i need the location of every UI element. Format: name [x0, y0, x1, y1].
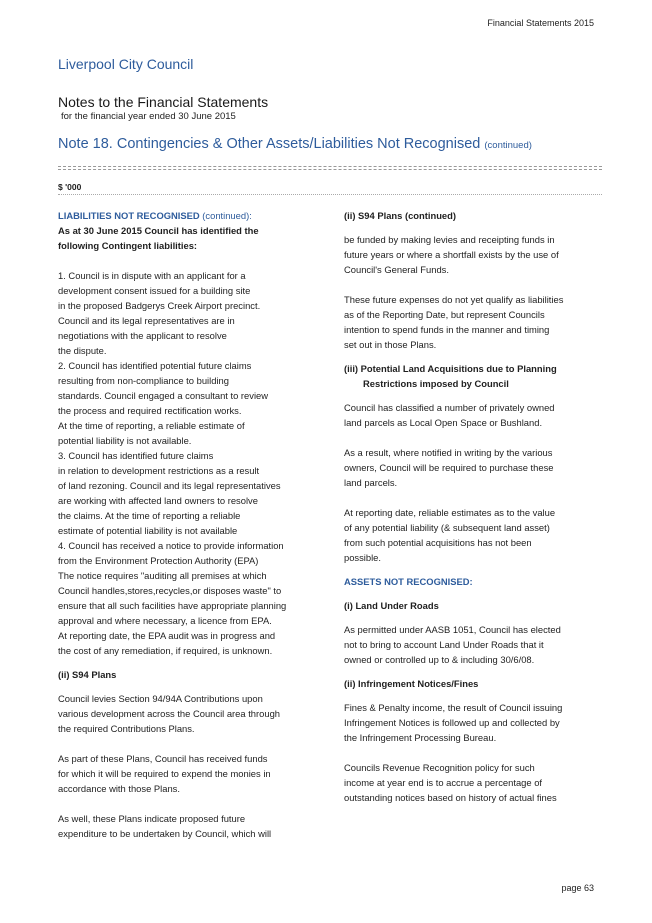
- text-line: The notice requires "auditing all premises at which: [58, 570, 267, 581]
- text-line: As at 30 June 2015 Council has identified the: [58, 225, 259, 236]
- contingency-item-2: [58, 358, 320, 448]
- text-line: of any potential liability (& subsequent land asset): [344, 522, 550, 533]
- council-name: Liverpool City Council: [58, 56, 194, 72]
- text-line: Restrictions imposed by Council: [363, 378, 509, 389]
- s94-plans-heading: (ii) S94 Plans: [58, 669, 117, 680]
- text-line: owners, Council will be required to purchase these: [344, 462, 554, 473]
- currency-divider: [58, 194, 602, 195]
- left-column: [58, 208, 320, 841]
- text-line: expenditure to be undertaken by Council, which will: [58, 828, 272, 839]
- text-line: the required Contributions Plans.: [58, 723, 195, 734]
- land-acquisitions-paragraph-1: [344, 400, 606, 430]
- text-line: estimate of potential liability is not available: [58, 525, 238, 536]
- text-line: the claims. At the time of reporting a reliable: [58, 510, 241, 521]
- text-line: land parcels as Local Open Space or Bushland.: [344, 417, 543, 428]
- s94-plans-continued-heading: (ii) S94 Plans (continued): [344, 210, 456, 221]
- text-line: be funded by making levies and receipting funds in: [344, 234, 555, 245]
- s94-continued-paragraph-1: [344, 232, 606, 277]
- text-line: 1. Council is in dispute with an applicant for a: [58, 270, 246, 281]
- currency-unit: $ '000: [58, 182, 82, 192]
- text-line: Infringement Notices is followed up and collected by: [344, 717, 560, 728]
- text-line: following Contingent liabilities:: [58, 240, 198, 251]
- text-line: standards. Council engaged a consultant to review: [58, 390, 269, 401]
- text-line: Council's General Funds.: [344, 264, 449, 275]
- note-title: [58, 136, 532, 152]
- text-line: the dispute.: [58, 345, 107, 356]
- text-line: At reporting date, reliable estimates as to the value: [344, 507, 556, 518]
- header-divider-bottom: [58, 169, 602, 170]
- text-line: As a result, where notified in writing by the various: [344, 447, 553, 458]
- text-line: not to bring to account Land Under Roads that it: [344, 639, 544, 650]
- text-line: At the time of reporting, a reliable estimate of: [58, 420, 245, 431]
- text-line: as of the Reporting Date, but represent Councils: [344, 309, 545, 320]
- text-line: accordance with those Plans.: [58, 783, 180, 794]
- text-line: the process and required rectification works.: [58, 405, 242, 416]
- land-under-roads-paragraph: [344, 622, 606, 667]
- text-line: As well, these Plans indicate proposed future: [58, 813, 246, 824]
- text-line: development consent issued for a building site: [58, 285, 251, 296]
- text-line: Councils Revenue Recognition policy for such: [344, 762, 535, 773]
- page-number: page 63: [561, 883, 594, 893]
- contingency-item-4: [58, 538, 320, 658]
- assets-not-recognised-heading: ASSETS NOT RECOGNISED:: [344, 576, 473, 587]
- text-line: set out in those Plans.: [344, 339, 437, 350]
- right-column: [344, 208, 606, 805]
- text-line: As permitted under AASB 1051, Council has elected: [344, 624, 561, 635]
- text-line: land parcels.: [344, 477, 398, 488]
- text-line: Council and its legal representatives are in: [58, 315, 235, 326]
- text-line: (iii) Potential Land Acquisitions due to Planning: [344, 363, 557, 374]
- text-line: from the Environment Protection Authority (EPA): [58, 555, 259, 566]
- running-header: Financial Statements 2015: [487, 18, 594, 28]
- liabilities-heading-continued: (continued):: [202, 210, 252, 221]
- s94-continued-paragraph-2: [344, 292, 606, 352]
- text-line: are working with affected land owners to resolve: [58, 495, 258, 506]
- text-line: from such potential acquisitions has not been: [344, 537, 532, 548]
- text-line: in the proposed Badgerys Creek Airport precinct.: [58, 300, 261, 311]
- text-line: future years or where a shortfall exists by the use of: [344, 249, 559, 260]
- land-acquisitions-heading: [344, 361, 606, 391]
- text-line: Council levies Section 94/94A Contributions upon: [58, 693, 263, 704]
- text-line: various development across the Council area through: [58, 708, 281, 719]
- infringement-paragraph-1: [344, 700, 606, 745]
- text-line: 3. Council has identified future claims: [58, 450, 214, 461]
- text-line: for which it will be required to expend the monies in: [58, 768, 271, 779]
- text-line: negotiations with the applicant to resolve: [58, 330, 227, 341]
- text-line: potential liability is not available.: [58, 435, 192, 446]
- text-line: 2. Council has identified potential future claims: [58, 360, 252, 371]
- text-line: of land rezoning. Council and its legal representatives: [58, 480, 281, 491]
- s94-paragraph-3: [58, 811, 320, 841]
- text-line: the Infringement Processing Bureau.: [344, 732, 497, 743]
- text-line: At reporting date, the EPA audit was in progress and: [58, 630, 276, 641]
- text-line: approval and where necessary, a licence from EPA.: [58, 615, 272, 626]
- document-title: Notes to the Financial Statements: [58, 94, 269, 110]
- text-line: ensure that all such facilities have appropriate planning: [58, 600, 287, 611]
- text-line: Fines & Penalty income, the result of Council issuing: [344, 702, 563, 713]
- s94-paragraph-1: [58, 691, 320, 736]
- header-divider-top: [58, 166, 602, 167]
- text-line: possible.: [344, 552, 382, 563]
- text-line: the cost of any remediation, if required, is unknown.: [58, 645, 273, 656]
- contingent-intro: [58, 223, 320, 253]
- contingency-item-1: [58, 268, 320, 358]
- land-acquisitions-paragraph-2: [344, 445, 606, 490]
- text-line: These future expenses do not yet qualify as liabilities: [344, 294, 564, 305]
- text-line: Council has classified a number of privately owned: [344, 402, 555, 413]
- infringement-paragraph-2: [344, 760, 606, 805]
- liabilities-heading: [58, 208, 320, 223]
- text-line: resulting from non-compliance to building: [58, 375, 229, 386]
- note-title-continued: (continued): [484, 140, 532, 151]
- text-line: in relation to development restrictions as a result: [58, 465, 260, 476]
- infringement-notices-heading: (ii) Infringement Notices/Fines: [344, 678, 479, 689]
- contingency-item-3: [58, 448, 320, 538]
- text-line: outstanding notices based on history of actual fines: [344, 792, 557, 803]
- text-line: intention to spend funds in the manner and timing: [344, 324, 550, 335]
- text-line: As part of these Plans, Council has received funds: [58, 753, 268, 764]
- text-line: income at year end is to accrue a percentage of: [344, 777, 543, 788]
- land-acquisitions-paragraph-3: [344, 505, 606, 565]
- liabilities-heading-text: LIABILITIES NOT RECOGNISED: [58, 210, 200, 221]
- land-under-roads-heading: (i) Land Under Roads: [344, 600, 439, 611]
- note-title-text: Note 18. Contingencies & Other Assets/Liabilities Not Recognised: [58, 136, 481, 152]
- text-line: 4. Council has received a notice to provide information: [58, 540, 284, 551]
- document-subtitle: for the financial year ended 30 June 2015: [61, 111, 236, 122]
- text-line: Council handles,stores,recycles,or disposes waste" to: [58, 585, 282, 596]
- s94-paragraph-2: [58, 751, 320, 796]
- text-line: owned or controlled up to & including 30/6/08.: [344, 654, 535, 665]
